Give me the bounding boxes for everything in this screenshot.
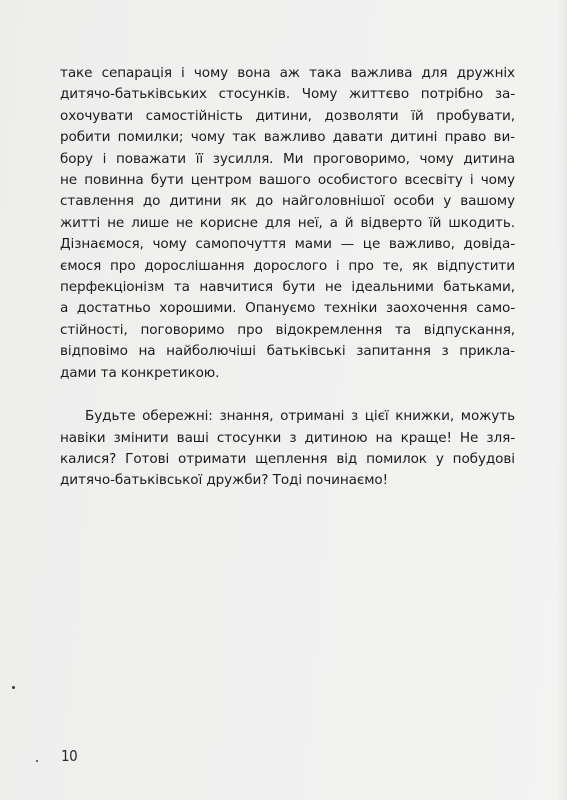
paragraph-2 [60, 406, 515, 492]
text-line: стійності, поговоримо про відокремлення та відпускання, [60, 321, 515, 338]
text-line: відповімо на найболючіші батьківські запитання з прикла- [60, 343, 515, 360]
text-line: навіки змінити ваші стосунки з дитиною на краще! Не зля- [60, 429, 515, 446]
body-text [60, 63, 515, 492]
text-line: охочувати самостійність дитини, дозволяти їй пробувати, [60, 107, 515, 124]
text-line: ємося про дорослішання дорослого і про те, як відпустити [60, 257, 515, 274]
text-line: робити помилки; чому так важливо давати дитині право ви- [60, 129, 515, 146]
text-line: Будьте обережні: знання, отримані з цієї книжки, можуть [85, 408, 515, 425]
paper-speck [36, 760, 38, 762]
paragraph-gap [60, 384, 515, 406]
text-line: Дізнаємося, чому самопочуття мами — це важливо, довіда- [60, 236, 515, 253]
text-line: ставлення до дитини як до найголовнішої особи у вашому [60, 193, 515, 210]
text-line: дитячо-батьківської дружби? Тоді починаємо! [60, 472, 388, 489]
paper-speck [12, 686, 15, 689]
text-line: не повинна бути центром вашого особистого всесвіту і чому [60, 172, 515, 189]
text-line: а достатньо хорошими. Опануємо техніки заохочення само- [60, 300, 515, 317]
text-line: калися? Готові отримати щеплення від помилок у побудові [60, 450, 515, 467]
text-line: бору і поважати її зусилля. Ми проговоримо, чому дитина [60, 150, 515, 167]
text-line: житті не лише не корисне для неї, а й відверто їй шкодить. [60, 214, 515, 231]
text-line: таке сепарація і чому вона аж така важлива для дружніх [60, 65, 515, 81]
page-number: 10 [61, 747, 78, 765]
text-line: дитячо-батьківських стосунків. Чому життєво потрібно за- [60, 86, 515, 103]
text-line: перфекціонізм та навчитися бути не ідеальними батьками, [60, 279, 515, 296]
paragraph-1 [60, 63, 515, 384]
text-line: дами та конкретикою. [60, 364, 220, 381]
